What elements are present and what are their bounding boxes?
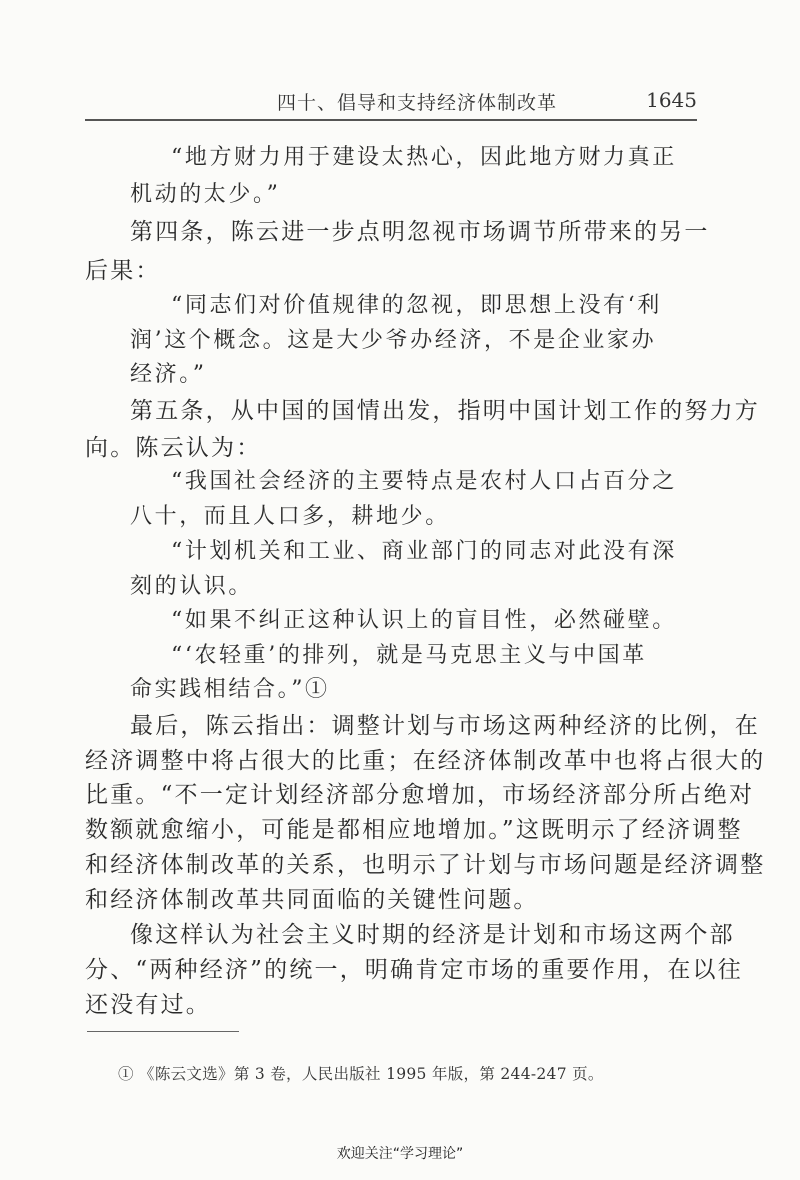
- text-line: 向。陈云认为：: [85, 435, 262, 461]
- chapter-title: 四十、倡导和支持经济体制改革: [277, 92, 558, 114]
- text-line: “同志们对价值规律的忽视，即思想上没有‘利: [171, 293, 662, 318]
- footnote: ① 《陈云文选》第 3 卷，人民出版社 1995 年版，第 244-247 页。: [118, 1065, 604, 1083]
- text-line: 后果：: [85, 258, 161, 284]
- text-line: “如果不纠正这种认识上的盲目性，必然碰壁。: [171, 608, 677, 633]
- text-line: 第五条，从中国的国情出发，指明中国计划工作的努力方: [130, 398, 760, 424]
- text-line: “‘农轻重’的排列，就是马克思主义与中国革: [171, 643, 647, 668]
- text-line: 润’这个概念。这是大少爷办经济，不是企业家办: [130, 328, 657, 353]
- footnote-rule: [87, 1031, 239, 1032]
- text-line: 经济调整中将占很大的比重；在经济体制改革中也将占很大的: [85, 748, 766, 774]
- text-line: 命实践相结合。”①: [130, 677, 330, 702]
- text-line: 第四条，陈云进一步点明忽视市场调节所带来的另一: [130, 219, 710, 245]
- text-line: 机动的太少。”: [130, 182, 281, 207]
- text-line: 最后，陈云指出：调整计划与市场这两种经济的比例，在: [130, 713, 760, 739]
- text-line: 和经济体制改革的关系，也明示了计划与市场问题是经济调整: [85, 852, 766, 878]
- text-line: 刻的认识。: [130, 574, 254, 599]
- text-line: 比重。“不一定计划经济部分愈增加，市场经济部分所占绝对: [85, 782, 755, 808]
- text-line: 八十，而且人口多，耕地少。: [130, 504, 450, 529]
- running-header: [85, 86, 697, 116]
- text-line: “我国社会经济的主要特点是农村人口占百分之: [171, 469, 677, 494]
- text-line: “地方财力用于建设太热心，因此地方财力真正: [171, 145, 677, 170]
- footer-caption: 欢迎关注“学习理论”: [336, 1146, 464, 1162]
- text-line: “计划机关和工业、商业部门的同志对此没有深: [171, 539, 677, 564]
- text-line: 数额就愈缩小，可能是都相应地增加。”这既明示了经济调整: [85, 817, 743, 843]
- page-number: 1645: [646, 88, 697, 112]
- text-line: 经济。”: [130, 362, 207, 387]
- text-line: 像这样认为社会主义时期的经济是计划和市场这两个部: [130, 922, 735, 948]
- header-rule: [85, 119, 697, 121]
- text-line: 和经济体制改革共同面临的关键性问题。: [85, 887, 539, 913]
- text-line: 还没有过。: [85, 992, 211, 1018]
- text-line: 分、“两种经济”的统一，明确肯定市场的重要作用，在以往: [85, 957, 743, 983]
